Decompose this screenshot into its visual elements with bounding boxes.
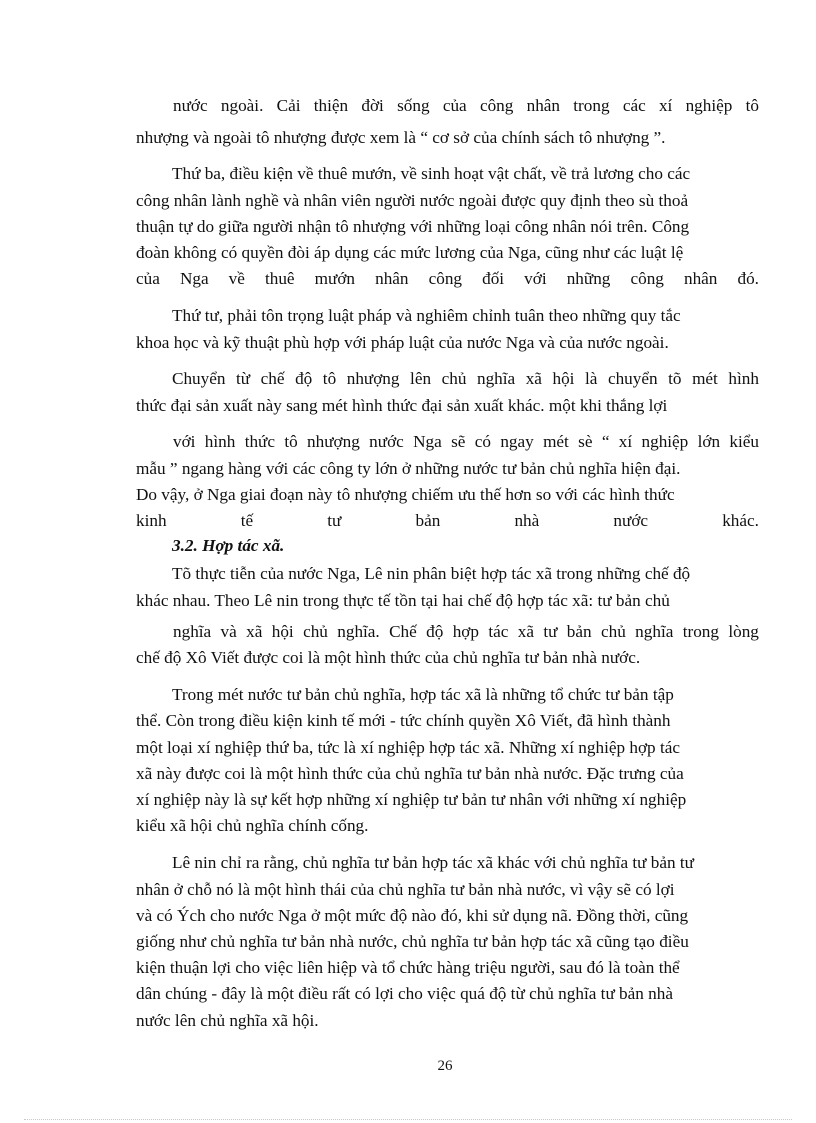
text-line: Do vậy, ở Nga giai đoạn này tô nhượng chiếm ưu thế hơn so với các hình thức	[136, 485, 675, 504]
word: nước	[613, 511, 649, 530]
text-line: giống như chủ nghĩa tư bản nhà nước, chủ nghĩa tư bản hợp tác xã cũng tạo điều	[136, 932, 689, 951]
text-line: chế độ Xô Viết được coi là một hình thức của chủ nghĩa tư bản nhà nước.	[136, 648, 641, 667]
word: bản	[415, 511, 441, 530]
text-line: Thứ tư, phải tôn trọng luật pháp và nghiêm chỉnh tuân theo những quy tắc	[172, 306, 681, 325]
page-bottom-divider	[24, 1119, 792, 1120]
text-line: một loại xí nghiệp thứ ba, tức là xí nghiệp hợp tác xã. Những xí nghiệp hợp tác	[136, 738, 680, 757]
text-line: thể. Còn trong điều kiện kinh tế mới - tức chính quyền Xô Viết, đã hình thành	[136, 711, 671, 730]
text-line: kiện thuận lợi cho việc liên hiệp và tổ chức hàng triệu người, sau đó là toàn thể	[136, 958, 680, 977]
text-line: thuận tự do giữa người nhận tô nhượng với những loại công nhân nói trên. Công	[136, 217, 690, 236]
page-number: 26	[437, 1058, 453, 1074]
text-line: Tõ thực tiễn của nước Nga, Lê nin phân biệt hợp tác xã trong những chế độ	[172, 564, 691, 583]
section-heading: 3.2. Hợp tác xã.	[172, 536, 285, 555]
text-line: nhân ở chỗ nó là một hình thái của chủ nghĩa tư bản nhà nước, vì vậy sẽ có lợi	[136, 880, 675, 899]
text-line: đoàn không có quyền đòi áp dụng các mức lương của Nga, cũng như các luật lệ	[136, 243, 684, 262]
text-line: nước lên chủ nghĩa xã hội.	[136, 1011, 319, 1030]
text-line: mẫu ” ngang hàng với các công ty lớn ở những nước tư bản chủ nghĩa hiện đại.	[136, 459, 681, 478]
word: khác.	[722, 511, 759, 530]
text-line: công nhân lành nghề và nhân viên người nước ngoài được quy định theo sù thoả	[136, 191, 689, 210]
word: kinh	[136, 511, 167, 530]
text-line: Trong mét nước tư bản chủ nghĩa, hợp tác xã là những tổ chức tư bản tập	[172, 685, 674, 704]
text-line: xã này được coi là một hình thức của chủ nghĩa tư bản nhà nước. Đặc trưng của	[136, 764, 684, 783]
text-line: với hình thức tô nhượng nước Nga sẽ có ngay mét sè “ xí nghiệp lớn kiểu	[173, 432, 759, 451]
justified-line	[136, 510, 759, 532]
text-line: khoa học và kỹ thuật phù hợp với pháp luật của nước Nga và của nước ngoài.	[136, 333, 669, 352]
word: tư	[327, 511, 342, 530]
word: nhà	[514, 511, 540, 530]
text-line: và có Ých cho nước Nga ở một mức độ nào đó, khi sử dụng nã. Đồng thời, cũng	[136, 906, 689, 925]
text-line: xí nghiệp này là sự kết hợp những xí nghiệp tư bản tư nhân với những xí nghiệp	[136, 790, 687, 809]
text-line: Thứ ba, điều kiện về thuê mướn, về sinh hoạt vật chất, về trả lương cho các	[172, 164, 691, 183]
text-line: nghĩa và xã hội chủ nghĩa. Chế độ hợp tác xã tư bản chủ nghĩa trong lòng	[173, 622, 759, 641]
text-line: của Nga về thuê mướn nhân công đối với những công nhân đó.	[136, 269, 759, 288]
text-line: khác nhau. Theo Lê nin trong thực tế tồn tại hai chế độ hợp tác xã: tư bản chủ	[136, 591, 670, 610]
word: tế	[240, 511, 254, 530]
text-line: Chuyển từ chế độ tô nhượng lên chủ nghĩa xã hội là chuyển tõ mét hình	[172, 369, 759, 388]
text-line: nước ngoài. Cải thiện đời sống của công nhân trong các xí nghiệp tô	[173, 96, 759, 115]
text-line: dân chúng - đây là một điều rất có lợi cho việc quá độ từ chủ nghĩa tư bản nhà	[136, 984, 673, 1003]
text-line: kiểu xã hội chủ nghĩa chính cống.	[136, 816, 369, 835]
text-line: thức đại sản xuất này sang mét hình thức đại sản xuất khác. một khi thắng lợi	[136, 396, 668, 415]
text-line: nhượng và ngoài tô nhượng được xem là “ cơ sở của chính sách tô nhượng ”.	[136, 128, 666, 147]
text-line: Lê nin chỉ ra rằng, chủ nghĩa tư bản hợp tác xã khác với chủ nghĩa tư bản tư	[172, 853, 694, 872]
